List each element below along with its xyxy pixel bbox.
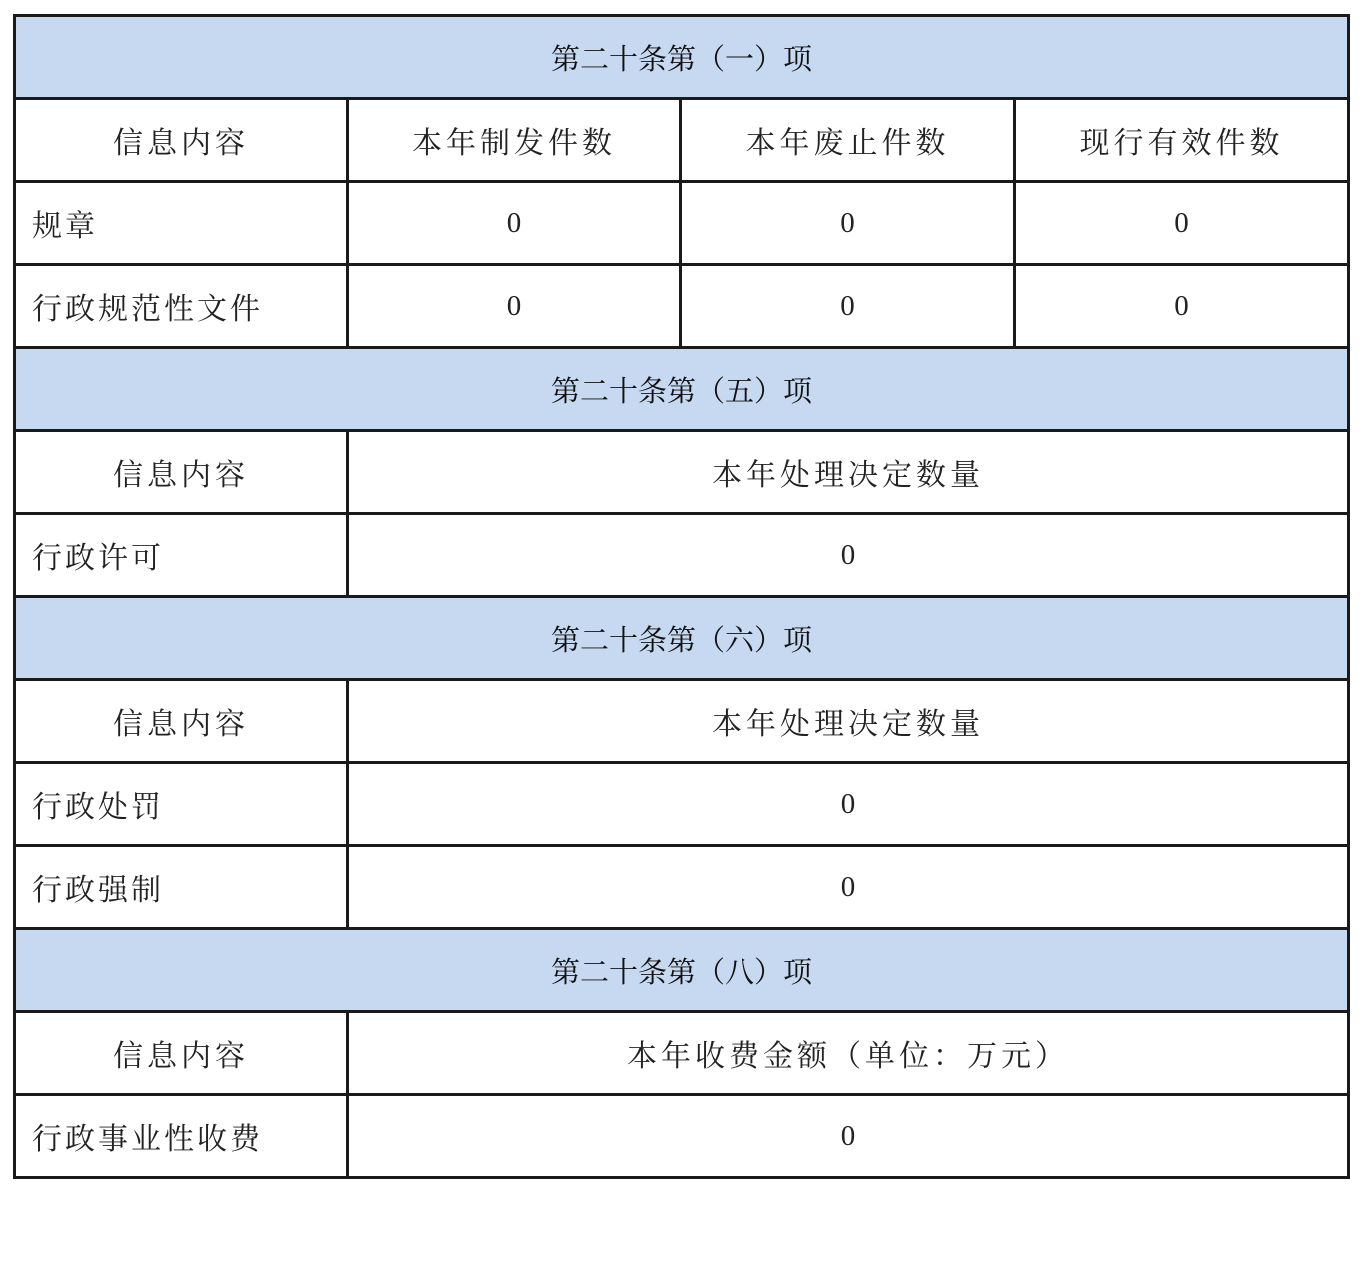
cell-value: 0	[348, 514, 1349, 597]
section-header-row	[15, 929, 1349, 1012]
column-header-row	[15, 1012, 1349, 1095]
table-row	[15, 846, 1349, 929]
cell-value: 0	[348, 265, 681, 348]
cell-value: 0	[681, 182, 1015, 265]
section-header-row	[15, 597, 1349, 680]
table-row	[15, 763, 1349, 846]
column-header-info-content: 信息内容	[15, 680, 348, 763]
section-title: 第二十条第（八）项	[15, 929, 1349, 1012]
section-title: 第二十条第（一）项	[15, 16, 1349, 99]
section-header-row	[15, 16, 1349, 99]
column-header-in-effect: 现行有效件数	[1015, 99, 1349, 182]
row-label: 行政处罚	[15, 763, 348, 846]
cell-value: 0	[348, 182, 681, 265]
cell-value: 0	[348, 1095, 1349, 1178]
row-label: 行政事业性收费	[15, 1095, 348, 1178]
table-row	[15, 1095, 1349, 1178]
column-header-info-content: 信息内容	[15, 431, 348, 514]
column-header-abolished: 本年废止件数	[681, 99, 1015, 182]
cell-value: 0	[681, 265, 1015, 348]
row-label: 规章	[15, 182, 348, 265]
table-row	[15, 514, 1349, 597]
column-header-fee-amount: 本年收费金额（单位：万元）	[348, 1012, 1349, 1095]
column-header-row	[15, 99, 1349, 182]
cell-value: 0	[348, 846, 1349, 929]
column-header-decision-count: 本年处理决定数量	[348, 680, 1349, 763]
cell-value: 0	[1015, 182, 1349, 265]
column-header-info-content: 信息内容	[15, 1012, 348, 1095]
row-label: 行政规范性文件	[15, 265, 348, 348]
section-title: 第二十条第（五）项	[15, 348, 1349, 431]
cell-value: 0	[348, 763, 1349, 846]
disclosure-table	[13, 14, 1350, 1179]
column-header-row	[15, 431, 1349, 514]
column-header-info-content: 信息内容	[15, 99, 348, 182]
column-header-decision-count: 本年处理决定数量	[348, 431, 1349, 514]
column-header-row	[15, 680, 1349, 763]
cell-value: 0	[1015, 265, 1349, 348]
section-header-row	[15, 348, 1349, 431]
row-label: 行政许可	[15, 514, 348, 597]
section-title: 第二十条第（六）项	[15, 597, 1349, 680]
column-header-issued: 本年制发件数	[348, 99, 681, 182]
row-label: 行政强制	[15, 846, 348, 929]
table-row	[15, 182, 1349, 265]
table-row	[15, 265, 1349, 348]
